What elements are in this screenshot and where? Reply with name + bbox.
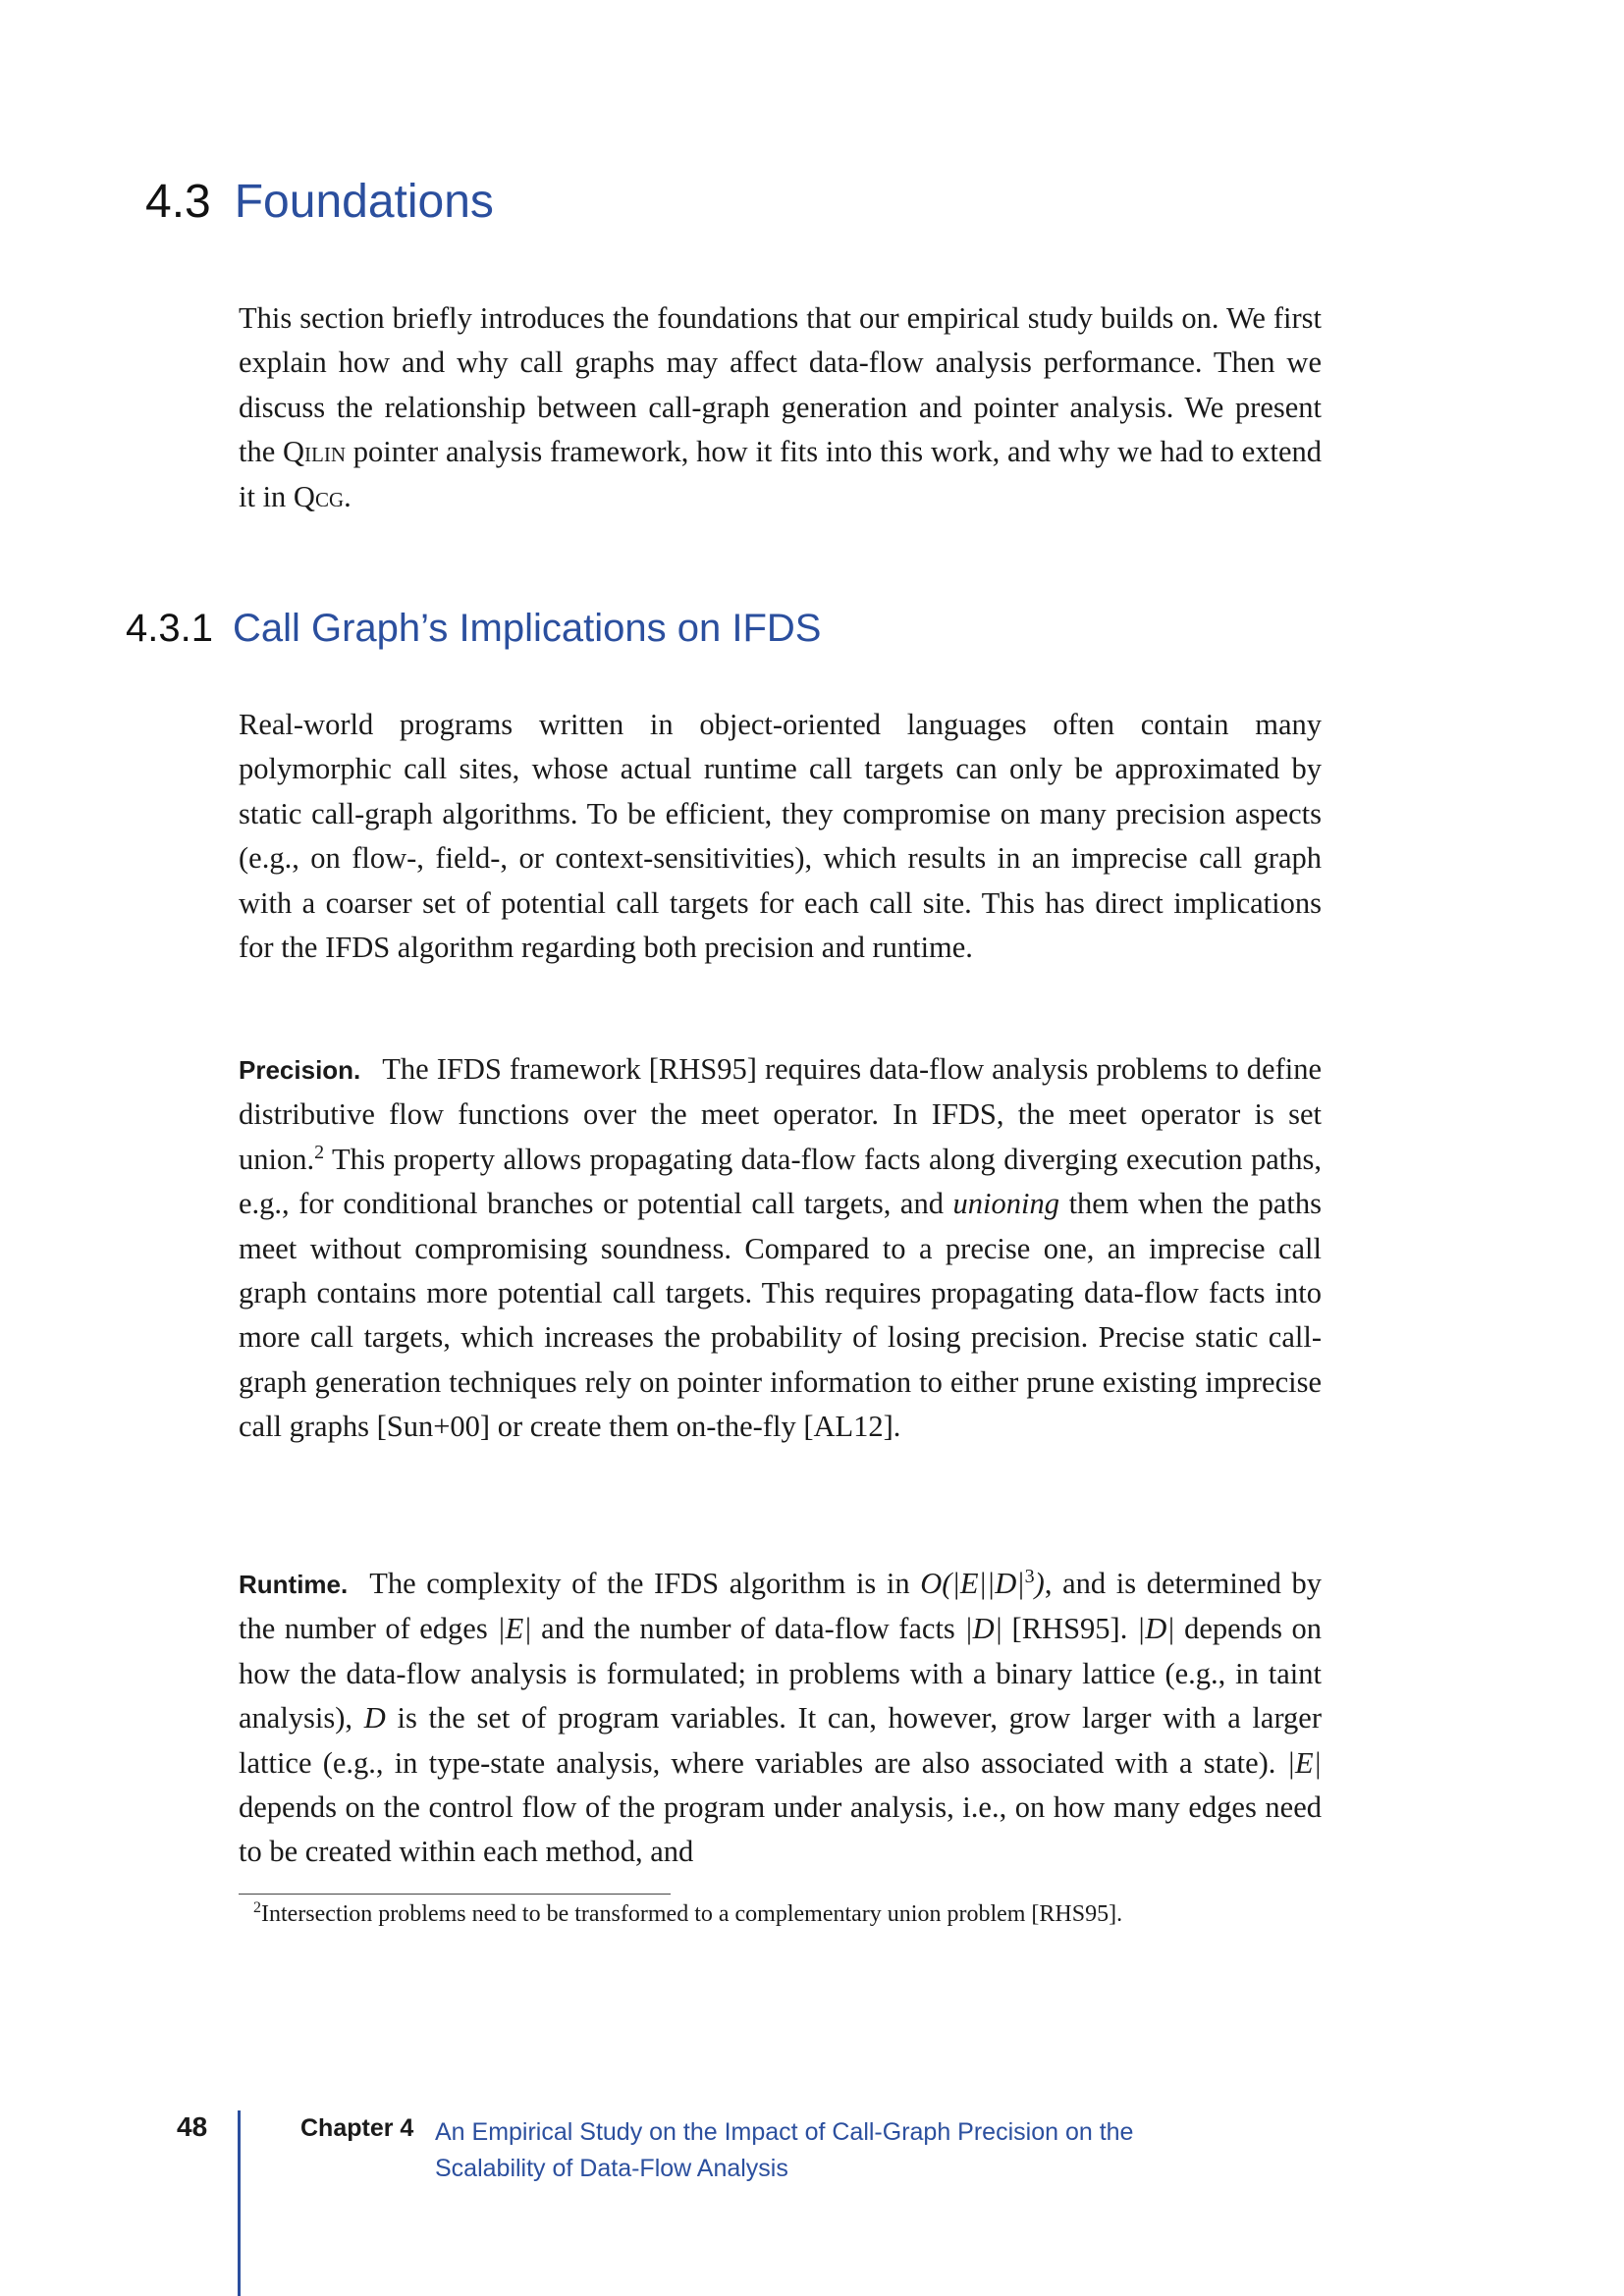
runtime-text-6: is the set of program variables. It can, however, grow larger with a larger lattice (e.g., in type-state analysis, where variables are also associated with a state). [239, 1701, 1322, 1780]
footnote-mark: 2 [253, 1899, 261, 1916]
edges-symbol-2: |E| [1286, 1745, 1322, 1780]
qcg-name: Qcg [293, 479, 345, 513]
precision-emphasis: unioning [952, 1187, 1059, 1221]
footnote-text: Intersection problems need to be transformed to a complementary union problem [RHS95]. [261, 1901, 1123, 1927]
runtime-text-7: depends on the control flow of the program under analysis, i.e., on how many edges need to be created within each method, and [239, 1790, 1322, 1869]
section-intro-paragraph [239, 296, 1322, 519]
footer-chapter-label: Chapter 4 [300, 2114, 414, 2142]
runtime-text-5: depends on how the data-flow analysis is formulated; in problems with a binary lattice (e.g., in taint analysis), [239, 1612, 1323, 1735]
footnote-reference[interactable]: 2 [314, 1141, 325, 1163]
runtime-text-1: The complexity of the IFDS algorithm is in [369, 1567, 921, 1600]
complexity-exponent: 3 [1024, 1565, 1035, 1587]
section-title: Foundations [234, 176, 494, 228]
precision-paragraph [239, 1047, 1322, 1450]
runtime-text-3: and the number of data-flow facts [531, 1612, 965, 1646]
intro-text-1: This section briefly introduces the foundations that our empirical study builds on. We first explain how and why call graphs may affect data-flow analysis performance. Then we discuss the relationship between call-graph generation and pointer analysis. We present the [239, 301, 1322, 469]
precision-text-1: The IFDS framework [RHS95] requires data-flow analysis problems to define distributive flow functions over the meet operator. In IFDS, the meet operator is set union. [239, 1052, 1322, 1176]
edges-symbol: |E| [497, 1612, 532, 1646]
footer-chapter-title: An Empirical Study on the Impact of Call-Graph Precision on the Scalability of Data-Flow Analysis [435, 2118, 1134, 2182]
runtime-paragraph [239, 1562, 1322, 1875]
facts-symbol: |D| [964, 1612, 1003, 1646]
intro-text-2: pointer analysis framework, how it fits into this work, and why we had to extend it in [239, 435, 1323, 513]
variables-symbol: D [363, 1701, 386, 1735]
subsection-title: Call Graph’s Implications on IFDS [232, 607, 822, 650]
footer-divider [238, 2110, 241, 2296]
page-number: 48 [177, 2111, 208, 2142]
subsection-number: 4.3.1 [126, 607, 213, 650]
runtime-label: Runtime. [239, 1570, 349, 1599]
runtime-text-4: [RHS95]. [1002, 1612, 1137, 1646]
intro-text-3: . [344, 479, 352, 513]
complexity-formula: O(|E||D| [920, 1567, 1025, 1600]
precision-text-3: them when the paths meet without compromising soundness. Compared to a precise one, an imprecise call graph contains more potential call targets. This requires propagating data-flow facts into more call targets, which increases the probability of losing precision. Precise static call-graph generation techniques rely on pointer information to either prune existing imprecise call graphs [Sun+00] or create them on-the-fly [AL12]. [239, 1187, 1322, 1444]
section-number: 4.3 [145, 176, 211, 228]
precision-label: Precision. [239, 1055, 361, 1085]
section-heading [145, 176, 494, 228]
runtime-text-2: , and is determined by the number of edges [239, 1567, 1322, 1646]
facts-symbol-2: |D| [1136, 1612, 1175, 1646]
subsection-paragraph: Real-world programs written in object-oriented languages often contain many polymorphic call sites, whose actual runtime call targets can only be approximated by static call-graph algorithms. To be efficient, they compromise on many precision aspects (e.g., on flow-, field-, or context-sensitivities), which results in an imprecise call graph with a coarser set of potential call targets for each call site. This has direct implications for the IFDS algorithm regarding both precision and runtime. [239, 708, 1322, 965]
qilin-name: Qilin [283, 435, 347, 469]
complexity-close: ) [1034, 1567, 1045, 1600]
footnote-divider [239, 1894, 671, 1895]
subsection-heading [126, 609, 821, 648]
footnote [253, 1898, 1333, 1930]
precision-text-2: This property allows propagating data-flow facts along diverging execution paths, e.g., for conditional branches or potential call targets, and [239, 1142, 1322, 1221]
